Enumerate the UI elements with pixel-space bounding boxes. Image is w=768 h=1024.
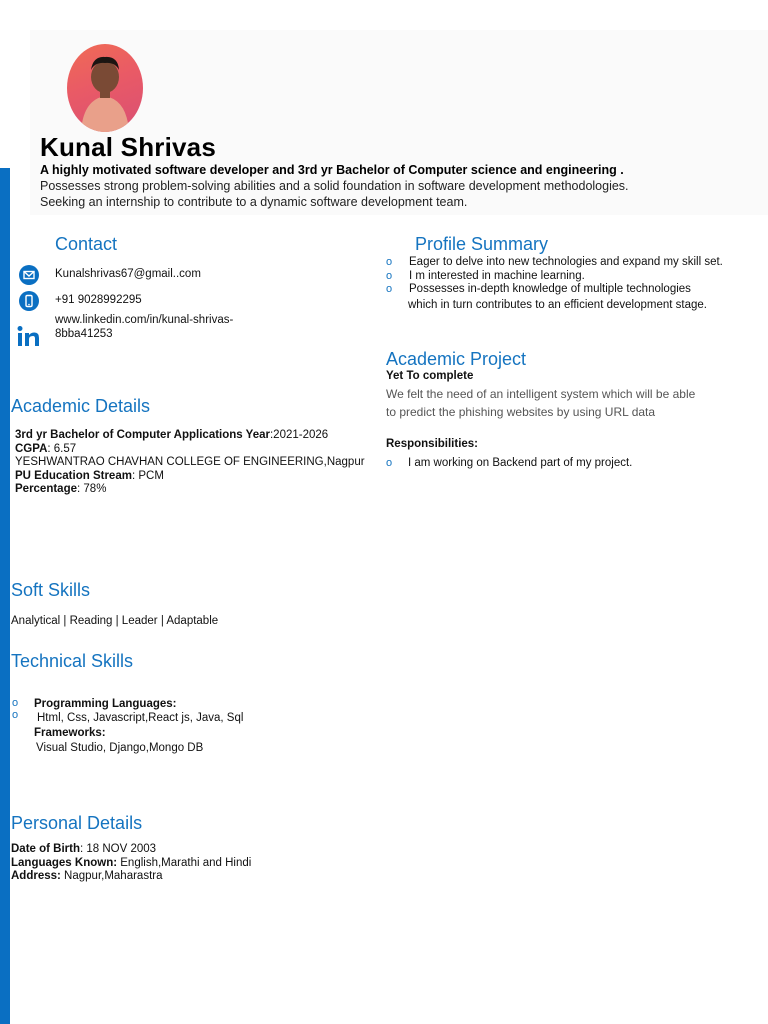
linkedin-icon <box>17 325 41 347</box>
linkedin-link[interactable] <box>55 314 233 341</box>
technical-skills-heading: Technical Skills <box>11 651 134 671</box>
profile-photo <box>67 44 143 132</box>
email-link[interactable]: Kunalshrivas67@gmail..com <box>55 268 201 280</box>
bullet-icon: o <box>12 697 19 709</box>
academic-project-heading: Academic Project <box>386 349 527 369</box>
technical-skills-bullets <box>12 697 18 721</box>
profile-summary-list <box>386 256 756 297</box>
tagline: A highly motivated software developer and 3rd yr Bachelor of Computer science and engineering . <box>40 163 624 177</box>
soft-skills-heading: Soft Skills <box>11 580 91 600</box>
languages-known-line: Languages Known: English,Marathi and Hindi <box>11 856 252 869</box>
left-accent-bar <box>0 168 10 1024</box>
list-item: o I am working on Backend part of my project. <box>386 457 633 469</box>
contact-heading: Contact <box>55 234 118 254</box>
frameworks-value: Visual Studio, Django,Mongo DB <box>36 742 204 754</box>
languages-label: Programming Languages: <box>34 698 177 710</box>
list-item: o Possesses in-depth knowledge of multiple technologies <box>386 283 691 295</box>
bullet-icon: o <box>386 283 393 295</box>
frameworks-label: Frameworks: <box>34 727 106 739</box>
list-item: o Eager to delve into new technologies and expand my skill set. <box>386 256 723 268</box>
list-item: o I m interested in machine learning. <box>386 269 585 282</box>
summary-line: Possesses strong problem-solving abilities and a solid foundation in software development methodologies. <box>40 179 629 193</box>
profile-summary-heading: Profile Summary <box>415 234 549 254</box>
bullet-icon: o <box>12 709 19 721</box>
bullet-icon: o <box>386 269 393 282</box>
address-line: Address: Nagpur,Maharastra <box>11 870 163 882</box>
linkedin-url-line: www.linkedin.com/in/kunal-shrivas- <box>55 314 234 326</box>
personal-details-heading: Personal Details <box>11 813 143 833</box>
profile-summary-continuation: which in turn contributes to an efficient development stage. <box>408 299 707 311</box>
project-description-line: to predict the phishing websites by using URL data <box>386 405 656 419</box>
academic-details-block <box>15 429 375 497</box>
dob-line: Date of Birth: 18 NOV 2003 <box>11 843 157 855</box>
candidate-name: Kunal Shrivas <box>40 132 216 162</box>
email-icon <box>19 265 39 285</box>
college-line: YESHWANTRAO CHAVHAN COLLEGE OF ENGINEERING,Nagpur <box>15 456 365 468</box>
project-description-line: We felt the need of an intelligent system which will be able <box>386 387 696 401</box>
languages-value: Html, Css, Javascript,React js, Java, Sql <box>37 712 244 724</box>
academic-details-heading: Academic Details <box>11 396 151 416</box>
phone-number: +91 9028992295 <box>55 294 142 306</box>
bullet-icon: o <box>386 256 393 268</box>
bullet-icon: o <box>386 457 393 469</box>
soft-skills-text: Analytical | Reading | Leader | Adaptable <box>11 615 219 627</box>
linkedin-url-line: 8bba41253 <box>55 327 113 340</box>
phone-icon <box>19 291 39 311</box>
degree-line: 3rd yr Bachelor of Computer Applications Year:2021-2026 <box>15 429 329 441</box>
cgpa-line: CGPA: 6.57 <box>15 442 77 455</box>
project-status: Yet To complete <box>386 370 474 382</box>
summary-line: Seeking an internship to contribute to a dynamic software development team. <box>40 195 468 209</box>
percentage-line: Percentage: 78% <box>15 483 107 495</box>
responsibilities-label: Responsibilities: <box>386 438 479 450</box>
pu-stream-line: PU Education Stream: PCM <box>15 469 164 482</box>
personal-details-block <box>11 843 251 884</box>
